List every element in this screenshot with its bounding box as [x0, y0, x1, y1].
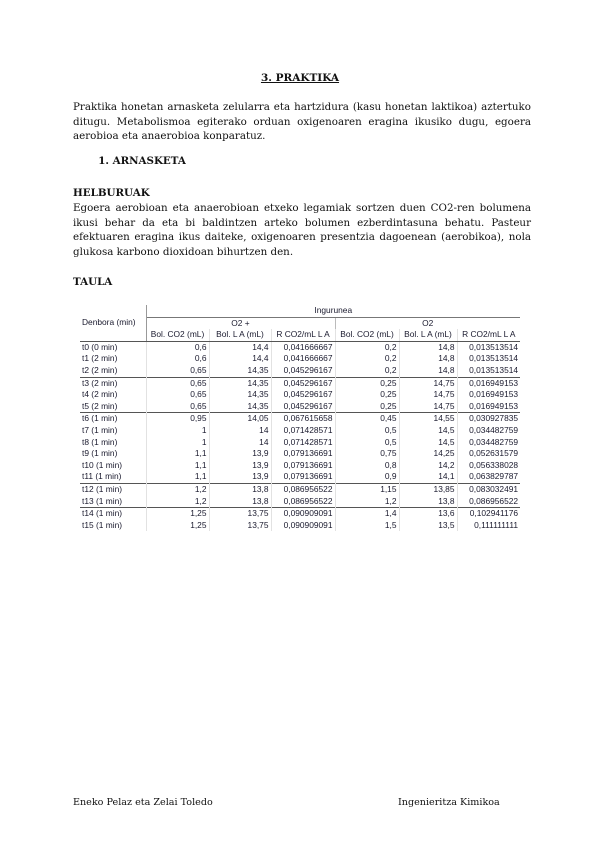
table-row — [80, 389, 520, 401]
value-cell: 0,111111111 — [474, 519, 519, 530]
time-cell: t3 (2 min) — [80, 377, 146, 389]
table-body — [80, 341, 520, 531]
value-cell: 13,75 — [209, 520, 271, 532]
taula-heading: TAULA — [73, 276, 113, 288]
time-cell: t13 (1 min) — [80, 496, 146, 508]
denbora-header: Denbora (min) — [80, 305, 146, 341]
value-cell: 14,8 — [399, 365, 457, 377]
value-cell: 1 — [146, 425, 209, 437]
time-cell: t2 (2 min) — [80, 365, 146, 377]
table-row — [80, 448, 520, 460]
time-cell: t6 (1 min) — [80, 413, 146, 425]
helburuak-heading: HELBURUAK — [73, 187, 150, 199]
value-cell: 0,013513514 — [469, 341, 519, 352]
value-cell: 0,016949153 — [469, 389, 519, 400]
value-cell: 13,8 — [399, 496, 457, 508]
value-cell: 1,25 — [146, 508, 209, 520]
value-cell: 1,2 — [335, 496, 399, 508]
value-cell: 0,65 — [146, 377, 209, 389]
value-cell: 14,25 — [399, 448, 457, 460]
table-row — [80, 520, 520, 532]
page-title: 3. PRAKTIKA — [260, 72, 340, 84]
value-cell: 0,65 — [146, 389, 209, 401]
value-cell: 1 — [146, 437, 209, 449]
value-cell: 1,15 — [335, 483, 399, 495]
value-cell: 0,25 — [335, 401, 399, 413]
value-cell: 1,2 — [146, 496, 209, 508]
value-cell: 0,65 — [146, 365, 209, 377]
value-cell: 14,35 — [209, 389, 271, 401]
value-cell: 0,9 — [335, 471, 399, 483]
value-cell: 0,2 — [335, 341, 399, 353]
value-cell: 13,5 — [399, 520, 457, 532]
value-cell: 0,6 — [146, 353, 209, 365]
value-cell: 0,65 — [146, 401, 209, 413]
group-header-o2-plus: O2 + — [231, 317, 250, 328]
value-cell: 0,045296167 — [271, 377, 335, 389]
value-cell: 1,1 — [146, 471, 209, 483]
value-cell: 0,2 — [335, 365, 399, 377]
section-number: 1. — [98, 155, 109, 167]
time-cell: t10 (1 min) — [80, 460, 146, 472]
table-row — [80, 365, 520, 377]
value-cell: 14,35 — [209, 365, 271, 377]
value-cell: 13,9 — [209, 448, 271, 460]
value-cell: 0,013513514 — [469, 364, 519, 375]
group-header-o2: O2 — [335, 317, 520, 329]
value-cell: 13,6 — [399, 508, 457, 520]
value-cell: 14,75 — [399, 377, 457, 389]
time-cell: t14 (1 min) — [80, 508, 146, 520]
value-cell: 14 — [209, 437, 271, 449]
value-cell: 0,75 — [335, 448, 399, 460]
value-cell: 0,6 — [146, 341, 209, 353]
time-cell: t12 (1 min) — [80, 483, 146, 495]
value-cell: 1,1 — [146, 448, 209, 460]
value-cell: 0,071428571 — [271, 425, 335, 437]
value-cell: 1,5 — [335, 520, 399, 532]
column-header: Bol. CO2 (mL) — [146, 329, 209, 341]
table-row — [80, 460, 520, 472]
table-row — [80, 471, 520, 483]
value-cell: 13,9 — [209, 471, 271, 483]
value-cell: 14,1 — [399, 471, 457, 483]
value-cell: 0,5 — [335, 437, 399, 449]
time-cell: t8 (1 min) — [80, 437, 146, 449]
footer-authors: Eneko Pelaz eta Zelai Toledo — [73, 797, 213, 808]
value-cell: 13,9 — [209, 460, 271, 472]
value-cell: 0,016949153 — [457, 377, 520, 389]
value-cell: 0,090909091 — [271, 508, 335, 520]
value-cell: 13,75 — [209, 508, 271, 520]
time-cell: t1 (2 min) — [80, 353, 146, 365]
value-cell: 14,35 — [209, 377, 271, 389]
value-cell: 14,05 — [209, 413, 271, 425]
value-cell: 0,45 — [335, 413, 399, 425]
column-header: R CO2/mL L A — [457, 329, 520, 341]
table-row — [80, 341, 520, 353]
column-header: Bol. L A (mL) — [209, 329, 271, 341]
value-cell: 0,079136691 — [271, 471, 335, 483]
value-cell: 0,041666667 — [271, 353, 335, 365]
value-cell: 0,8 — [335, 460, 399, 472]
helburuak-paragraph: Egoera aerobioan eta anaerobioan etxeko legamiak sortzen duen CO2-ren bolumena ikusi behar da eta bi baldintzen arteko bolumen ezberdintasuna behatu. Pasteur efektuaren eragina ikus daiteke, oxigenoaren presentzia dagoenean (aerobikoa), nola glukosa karbono dioxidoan bihurtzen den. — [73, 202, 531, 258]
table-row — [80, 508, 520, 520]
value-cell: 0,067615658 — [271, 413, 335, 425]
value-cell: 0,052631579 — [469, 448, 519, 459]
section-label: ARNASKETA — [112, 155, 186, 167]
value-cell: 14,35 — [209, 401, 271, 413]
value-cell: 14,5 — [399, 437, 457, 449]
value-cell: 14,8 — [399, 353, 457, 365]
section-heading-arnasketa — [89, 155, 186, 167]
time-cell: t9 (1 min) — [80, 448, 146, 460]
value-cell: 0,045296167 — [271, 401, 335, 413]
value-cell: 0,2 — [335, 353, 399, 365]
value-cell: 0,086956522 — [469, 495, 519, 506]
value-cell: 14,5 — [399, 425, 457, 437]
value-cell: 0,086956522 — [271, 483, 335, 495]
table-row — [80, 496, 520, 508]
value-cell: 0,083032491 — [457, 483, 520, 495]
value-cell: 0,95 — [146, 413, 209, 425]
value-cell: 13,85 — [399, 483, 457, 495]
value-cell: 0,25 — [335, 377, 399, 389]
value-cell: 1,4 — [335, 508, 399, 520]
data-table — [80, 305, 520, 531]
table-row — [80, 413, 520, 425]
value-cell: 0,079136691 — [271, 448, 335, 460]
value-cell: 0,063829787 — [469, 471, 519, 482]
time-cell: t11 (1 min) — [80, 471, 146, 483]
time-cell: t7 (1 min) — [80, 425, 146, 437]
ingurunea-header: Ingurunea — [146, 305, 520, 317]
value-cell: 13,8 — [209, 483, 271, 495]
value-cell: 1,1 — [146, 460, 209, 472]
time-cell: t0 (0 min) — [80, 341, 146, 353]
time-cell: t5 (2 min) — [80, 401, 146, 413]
value-cell: 0,030927835 — [457, 413, 520, 425]
value-cell: 14,75 — [399, 401, 457, 413]
table-row — [80, 401, 520, 413]
value-cell: 0,041666667 — [271, 341, 335, 353]
table-row — [80, 437, 520, 449]
value-cell: 0,045296167 — [271, 365, 335, 377]
value-cell: 0,5 — [335, 425, 399, 437]
footer-department: Ingenieritza Kimikoa — [398, 797, 500, 808]
intro-paragraph: Praktika honetan arnasketa zelularra eta hartzidura (kasu honetan laktikoa) aztertuko ditugu. Metabolismoa egiterako orduan oxigenoaren eragina ikusiko dugu, egoera aerobioa eta anaerobioa konparatuz. — [73, 101, 531, 142]
value-cell: 14 — [209, 425, 271, 437]
table-row — [80, 425, 520, 437]
table-row — [80, 377, 520, 389]
time-cell: t15 (1 min) — [80, 520, 146, 532]
value-cell: 14,75 — [399, 389, 457, 401]
value-cell: 1,25 — [146, 520, 209, 532]
column-header: R CO2/mL L A — [271, 329, 335, 341]
value-cell: 0,25 — [335, 389, 399, 401]
time-cell: t4 (2 min) — [80, 389, 146, 401]
value-cell: 0,045296167 — [271, 389, 335, 401]
value-cell: 13,8 — [209, 496, 271, 508]
value-cell: 0,034482759 — [469, 436, 519, 447]
value-cell: 14,4 — [209, 353, 271, 365]
column-header: Bol. L A (mL) — [399, 329, 457, 341]
value-cell: 0,102941176 — [457, 508, 520, 520]
value-cell: 0,016949153 — [469, 400, 519, 411]
column-header: Bol. CO2 (mL) — [335, 329, 399, 341]
value-cell: 0,056338028 — [469, 459, 519, 470]
value-cell: 14,8 — [399, 341, 457, 353]
value-cell: 0,013513514 — [469, 353, 519, 364]
value-cell: 1,2 — [146, 483, 209, 495]
value-cell: 0,090909091 — [271, 520, 335, 532]
value-cell: 14,55 — [399, 413, 457, 425]
value-cell: 0,034482759 — [469, 424, 519, 435]
value-cell: 0,086956522 — [271, 496, 335, 508]
value-cell: 0,079136691 — [271, 460, 335, 472]
value-cell: 14,4 — [209, 341, 271, 353]
value-cell: 0,071428571 — [271, 437, 335, 449]
data-table-container — [80, 305, 520, 531]
table-row — [80, 483, 520, 495]
value-cell: 14,2 — [399, 460, 457, 472]
table-row — [80, 353, 520, 365]
